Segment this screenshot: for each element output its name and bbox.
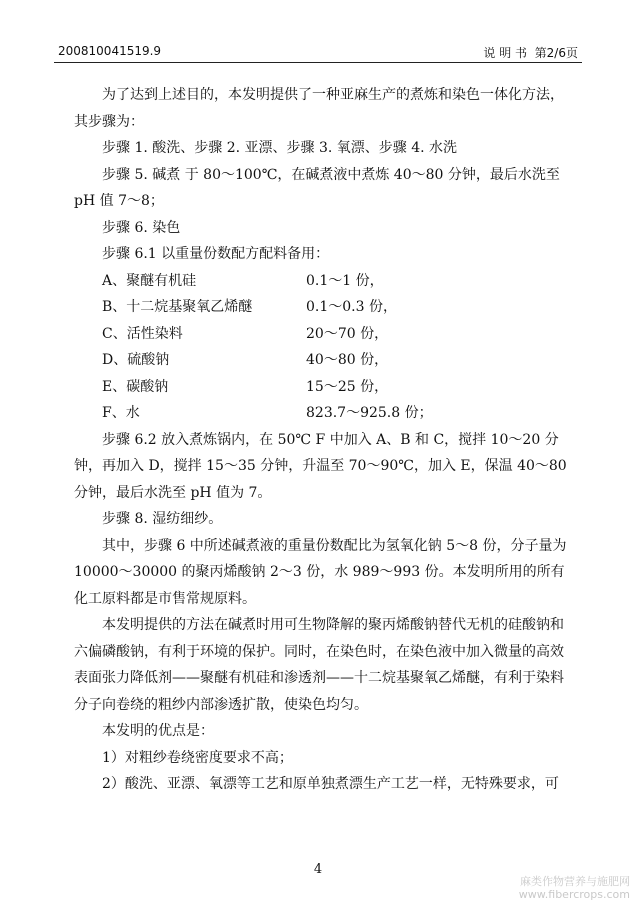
ingredient-amount: 15～25 份，: [306, 378, 389, 395]
ingredient-row: [74, 347, 574, 374]
ingredient-amount: 823.7～925.8 份；: [306, 405, 433, 421]
ingredient-row: [74, 294, 574, 321]
paragraph: 为了达到上述目的，本发明提供了一种亚麻生产的煮炼和染色一体化方法，其步骤为：: [74, 87, 564, 130]
ingredient-amount: 0.1～0.3 份，: [306, 299, 397, 315]
page-indicator: 第2/6页: [534, 46, 578, 60]
watermark-site-name: 麻类作物营养与施肥网: [520, 875, 630, 888]
ingredient-name: E、碳酸钠: [102, 378, 169, 395]
list-item: 1）对粗纱卷绕密度要求不高；: [102, 749, 293, 766]
paragraph: 步骤 1. 酸洗、步骤 2. 亚漂、步骤 3. 氧漂、步骤 4. 水洗: [102, 140, 458, 156]
paragraph: 步骤 6.1 以重量份数配方配料备用：: [102, 246, 330, 262]
ingredient-row: [74, 268, 574, 295]
ingredient-row: [74, 321, 574, 348]
ingredient-name: F、水: [102, 405, 140, 421]
ingredient-name: D、硫酸钠: [102, 352, 170, 368]
ingredient-row: [74, 374, 574, 401]
paragraph: 其中，步骤 6 中所述碱煮液的重量份数配比为氢氧化钠 5～8 份，分子量为 10000～30000 的聚丙烯酸钠 2～3 份，水 989～993 份。本发明所用的所有化工原料都是市售常规原料。: [74, 537, 567, 607]
ingredient-amount: 0.1～1 份，: [306, 272, 384, 289]
paragraph: 步骤 6. 染色: [102, 219, 181, 236]
paragraph: 本发明提供的方法在碱煮时用可生物降解的聚丙烯酸钠替代无机的硅酸钠和六偏磷酸钠，有利于环境的保护。同时，在染色时，在染色液中加入微量的高效表面张力降低剂——聚醚有机硅和渗透剂——十二烷基聚氧乙烯醚，有利于染料分子向卷绕的粗纱内部渗透扩散，使染色均匀。: [74, 617, 564, 713]
watermark: [519, 875, 630, 901]
paragraph: 步骤 5. 碱煮 于 80～100℃，在碱煮液中煮炼 40～80 分钟，最后水洗至 pH 值 7～8；: [74, 166, 560, 209]
ingredient-name: B、十二烷基聚氧乙烯醚: [102, 299, 253, 315]
list-item: 2）酸洗、亚漂、氧漂等工艺和原单独煮漂生产工艺一样，无特殊要求，可: [102, 776, 559, 792]
watermark-url: www.fibercrops.com: [518, 888, 630, 901]
ingredient-row: [74, 400, 574, 427]
paragraph: 步骤 8. 湿纺细纱。: [102, 511, 223, 527]
page-header: [54, 40, 582, 63]
paragraph: 本发明的优点是：: [102, 723, 214, 739]
section-title: 说 明 书: [483, 46, 528, 60]
header-section-page: [483, 44, 578, 61]
document-number: 200810041519.9: [58, 44, 162, 58]
document-body: [74, 82, 574, 798]
page-number: 4: [313, 862, 323, 877]
paragraph: 步骤 6.2 放入煮炼锅内，在 50℃ F 中加入 A、B 和 C，搅拌 10～20 分钟，再加入 D，搅拌 15～35 分钟，升温至 70～90℃，加入 E，保温 40～80 分钟，最后水洗至 pH 值为 7。: [74, 431, 567, 501]
ingredient-name: C、活性染料: [102, 325, 183, 342]
ingredient-amount: 40～80 份，: [306, 352, 389, 368]
ingredient-name: A、聚醚有机硅: [102, 272, 197, 289]
ingredient-amount: 20～70 份，: [306, 325, 389, 342]
